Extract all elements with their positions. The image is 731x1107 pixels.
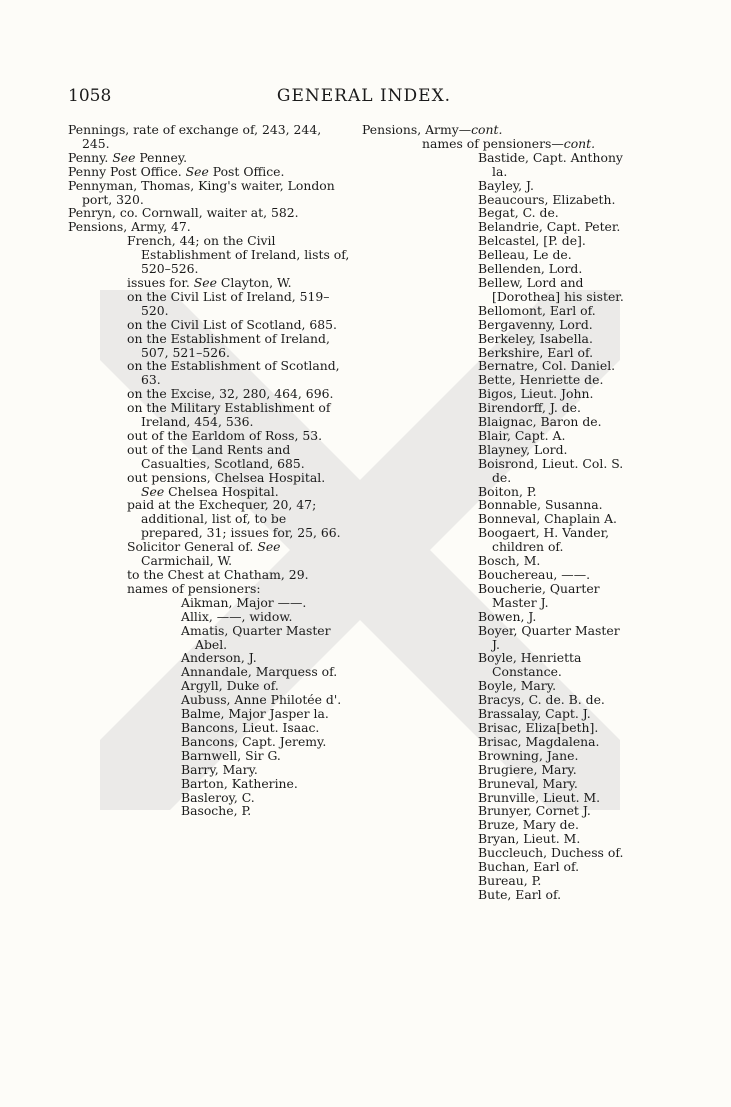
pensioner-entry: Blayney, Lord. <box>478 441 568 457</box>
index-entry: out of the Land Rents and Casualties, Scotland, 685. <box>127 441 305 471</box>
pensioner-entry: Bonnable, Susanna. <box>478 497 603 513</box>
pensioner-entry: Browning, Jane. <box>478 747 579 763</box>
pensioner-entry: Boyer, Quarter Master J. <box>478 622 620 652</box>
pensioner-entry: Bouchereau, ——. <box>478 567 591 582</box>
pensioner-entry: Buccleuch, Duchess of. <box>478 845 624 861</box>
index-entry: Anderson, J. <box>181 650 257 666</box>
pensioner-entry: Boyle, Mary. <box>478 678 557 694</box>
pensioner-entry: Boucherie, Quarter Master J. <box>478 580 600 610</box>
index-entry: Barton, Katherine. <box>181 775 298 791</box>
index-entry: Aubuss, Anne Philotée d'. <box>181 692 342 708</box>
index-entry: Penny Post Office. See Post Office. <box>68 163 285 179</box>
index-entry: French, 44; on the Civil Establishment of Ireland, lists of, 520–526. <box>127 233 350 277</box>
right-subheading: names of pensioners—cont. <box>422 135 596 151</box>
pensioner-entry: Bruneval, Mary. <box>478 775 578 791</box>
pensioner-entry: Brisac, Magdalena. <box>478 733 600 749</box>
pensioner-entry: Blaignac, Baron de. <box>478 414 602 430</box>
pensioner-entry: Blair, Capt. A. <box>478 427 566 443</box>
index-entry: Basleroy, C. <box>181 789 255 805</box>
pensioner-entry: Boiton, P. <box>478 483 537 499</box>
pensioner-entry: Boisrond, Lieut. Col. S. de. <box>478 455 624 485</box>
pensioner-entry: Belandrie, Capt. Peter. <box>478 219 621 235</box>
pensioner-entry: Boyle, Henrietta Constance. <box>478 650 582 680</box>
index-entry: on the Civil List of Scotland, 685. <box>127 316 337 332</box>
index-entry: names of pensioners: <box>127 580 261 596</box>
index-entry: Basoche, P. <box>181 803 252 819</box>
index-entry: Allix, ——, widow. <box>181 608 293 624</box>
pensioner-entry: Belleau, Le de. <box>478 247 572 263</box>
pensioner-entry: Bayley, J. <box>478 177 534 193</box>
pensioner-entry: Bernatre, Col. Daniel. <box>478 358 616 374</box>
index-entry: Amatis, Quarter Master Abel. <box>181 622 331 652</box>
pensioner-entry: Brassalay, Capt. J. <box>478 706 591 722</box>
index-entry: on the Civil List of Ireland, 519–520. <box>127 288 330 318</box>
pensioner-entry: Bracys, C. de. B. de. <box>478 692 605 708</box>
pensioner-entry: Begat, C. de. <box>478 205 559 221</box>
pensioner-entry: Brugiere, Mary. <box>478 761 577 777</box>
pensioner-entry: Buchan, Earl of. <box>478 859 580 875</box>
index-entry: Penny. See Penney. <box>68 149 188 165</box>
pensioner-entry: Bruze, Mary de. <box>478 817 579 833</box>
index-entry: to the Chest at Chatham, 29. <box>127 567 309 582</box>
pensioner-entry: Bowen, J. <box>478 608 537 624</box>
left-column <box>68 123 350 818</box>
index-entry: on the Military Establishment of Ireland, 454, 536. <box>127 400 331 430</box>
right-heading: Pensions, Army—cont. <box>362 122 503 137</box>
pensioner-entry: Bonneval, Chaplain A. <box>478 511 617 527</box>
index-entry: Argyll, Duke of. <box>181 678 279 694</box>
index-entry: Penryn, co. Cornwall, waiter at, 582. <box>68 205 299 221</box>
index-entry: Pennyman, Thomas, King's waiter, London port, 320. <box>68 177 335 207</box>
pensioner-entry: Bute, Earl of. <box>478 886 562 902</box>
pensioner-entry: Bigos, Lieut. John. <box>478 386 594 402</box>
index-entry: Barnwell, Sir G. <box>181 747 281 763</box>
pensioner-entry: Brisac, Eliza[beth]. <box>478 719 599 735</box>
pensioner-entry: Bellomont, Earl of. <box>478 302 596 318</box>
pensioner-entry: Brunyer, Cornet J. <box>478 803 591 819</box>
pensioner-entry: Bureau, P. <box>478 872 542 888</box>
index-entry: paid at the Exchequer, 20, 47; additional, list of, to be prepared, 31; issues for, 25, 66. <box>127 497 341 541</box>
index-entry: on the Excise, 32, 280, 464, 696. <box>127 386 334 402</box>
index-entry: Solicitor General of. See Carmichail, W. <box>127 539 281 569</box>
index-entry: out of the Earldom of Ross, 53. <box>127 427 323 443</box>
pensioner-entry: Bosch, M. <box>478 553 541 569</box>
pensioner-entry: Bellew, Lord and [Dorothea] his sister. <box>478 274 624 304</box>
index-entry: on the Establishment of Ireland, 507, 521–526. <box>127 330 330 360</box>
index-entry: issues for. See Clayton, W. <box>127 274 292 290</box>
pensioner-entry: Bastide, Capt. Anthony la. <box>478 149 623 179</box>
pensioner-entry: Berkeley, Isabella. <box>478 330 593 346</box>
page-title: GENERAL INDEX. <box>276 86 452 106</box>
index-entry: Pensions, Army, 47. <box>68 219 191 235</box>
index-entry: Annandale, Marquess of. <box>181 664 338 680</box>
page-number: 1058 <box>68 86 112 106</box>
index-entry: Pennings, rate of exchange of, 243, 244, 245. <box>68 122 322 151</box>
index-entry: Bancons, Capt. Jeremy. <box>181 733 327 749</box>
page-header <box>68 86 660 110</box>
pensioner-entry: Belcastel, [P. de]. <box>478 233 586 249</box>
pensioner-entry: Bette, Henriette de. <box>478 372 604 388</box>
pensioner-entry: Birendorff, J. de. <box>478 400 581 416</box>
index-entry: Bancons, Lieut. Isaac. <box>181 719 320 735</box>
index-entry: Aikman, Major ——. <box>181 594 307 610</box>
pensioner-entry: Bellenden, Lord. <box>478 261 583 277</box>
right-column <box>362 123 624 902</box>
pensioner-entry: Beaucours, Elizabeth. <box>478 191 616 207</box>
index-entry: Barry, Mary. <box>181 761 258 777</box>
pensioner-entry: Boogaert, H. Vander, children of. <box>478 525 610 555</box>
pensioner-entry: Bryan, Lieut. M. <box>478 831 581 847</box>
pensioner-entry: Berkshire, Earl of. <box>478 344 594 360</box>
index-entry: Balme, Major Jasper la. <box>181 706 329 722</box>
index-entry: out pensions, Chelsea Hospital. See Chelsea Hospital. <box>127 469 326 499</box>
pensioner-entry: Brunville, Lieut. M. <box>478 789 601 805</box>
pensioner-entry: Bergavenny, Lord. <box>478 316 593 332</box>
index-entry: on the Establishment of Scotland, 63. <box>127 358 340 388</box>
